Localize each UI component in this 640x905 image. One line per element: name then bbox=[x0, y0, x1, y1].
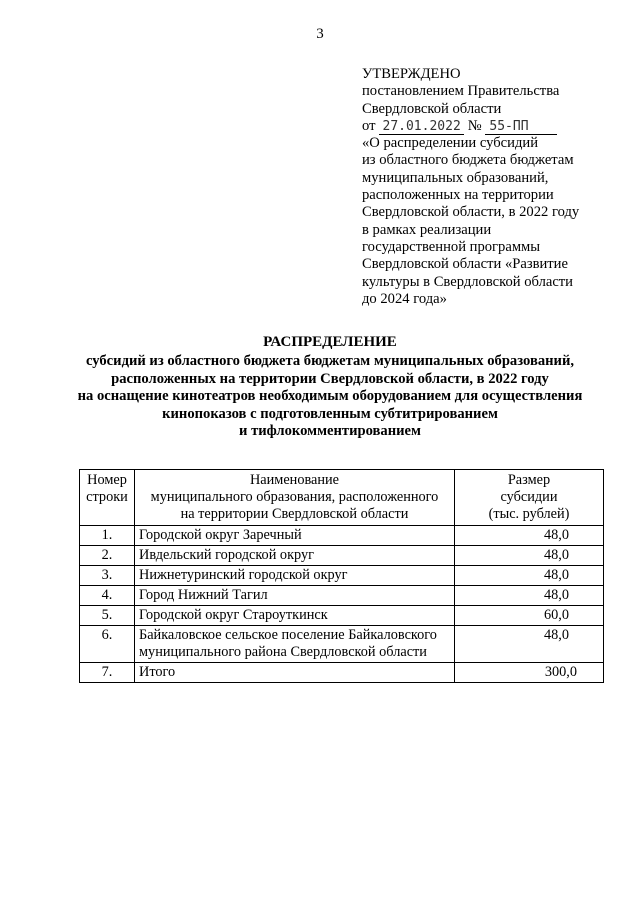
row-amount: 60,0 bbox=[455, 606, 604, 626]
heading-line: расположенных на территории Свердловской области, в 2022 году bbox=[111, 370, 549, 387]
header-text: на территории Свердловской области bbox=[180, 506, 409, 522]
subject-line: в рамках реализации bbox=[362, 221, 492, 238]
total-row-number: 7. bbox=[80, 663, 135, 683]
heading-line: и тифлокомментированием bbox=[239, 423, 421, 439]
row-number: 1. bbox=[80, 526, 135, 546]
subject-line: муниципальных образований, bbox=[362, 169, 549, 186]
table-header-row bbox=[80, 470, 604, 526]
header-text: субсидии bbox=[500, 489, 558, 505]
table-total-row bbox=[80, 663, 604, 683]
header-line-number bbox=[80, 470, 135, 526]
row-number: 6. bbox=[80, 626, 135, 663]
table-row bbox=[80, 546, 604, 566]
subject-line: из областного бюджета бюджетам bbox=[362, 152, 574, 169]
number-prefix: № bbox=[467, 117, 482, 134]
approval-line: Свердловской области bbox=[362, 100, 502, 117]
row-municipality: Байкаловское сельское поселение Байкаловского муниципального района Свердловской области bbox=[135, 626, 455, 663]
subject-line: «О распределении субсидий bbox=[362, 135, 539, 152]
page-number: 3 bbox=[316, 26, 324, 42]
approval-line: УТВЕРЖДЕНО bbox=[362, 66, 461, 82]
document-title: РАСПРЕДЕЛЕНИЕ bbox=[263, 334, 397, 350]
total-label: Итого bbox=[135, 663, 455, 683]
table-row bbox=[80, 626, 604, 663]
header-municipality bbox=[135, 470, 455, 526]
table-row bbox=[80, 586, 604, 606]
subject-line: государственной программы bbox=[362, 238, 541, 255]
header-text: муниципального образования, расположенного bbox=[150, 489, 439, 505]
approval-block bbox=[362, 66, 632, 308]
row-amount: 48,0 bbox=[455, 566, 604, 586]
total-amount: 300,0 bbox=[455, 663, 604, 683]
approval-line: постановлением Правительства bbox=[362, 83, 560, 100]
table-row bbox=[80, 566, 604, 586]
header-text: Наименование bbox=[249, 472, 340, 488]
row-amount: 48,0 bbox=[455, 626, 604, 663]
row-number: 5. bbox=[80, 606, 135, 626]
date-prefix: от bbox=[362, 117, 376, 134]
row-municipality: Городской округ Староуткинск bbox=[135, 606, 455, 626]
row-amount: 48,0 bbox=[455, 546, 604, 566]
table-row bbox=[80, 606, 604, 626]
approval-date-line bbox=[362, 118, 632, 135]
row-number: 4. bbox=[80, 586, 135, 606]
heading-line: кинопоказов с подготовленным субтитрированием bbox=[162, 405, 498, 422]
subject-line: Свердловской области «Развитие bbox=[362, 256, 568, 273]
table-row bbox=[80, 526, 604, 546]
row-amount: 48,0 bbox=[455, 586, 604, 606]
subject-line: до 2024 года» bbox=[362, 290, 447, 307]
handwritten-number: 55-ПП bbox=[485, 120, 557, 135]
subject-line: расположенных на территории bbox=[362, 187, 554, 204]
subject-line: Свердловской области, в 2022 году bbox=[362, 204, 580, 221]
row-municipality: Ивдельский городской округ bbox=[135, 546, 455, 566]
row-number: 3. bbox=[80, 566, 135, 586]
row-amount: 48,0 bbox=[455, 526, 604, 546]
header-text: строки bbox=[86, 489, 128, 505]
row-municipality: Городской округ Заречный bbox=[135, 526, 455, 546]
row-number: 2. bbox=[80, 546, 135, 566]
row-municipality: Город Нижний Тагил bbox=[135, 586, 455, 606]
handwritten-date: 27.01.2022 bbox=[379, 120, 464, 135]
header-text: (тыс. рублей) bbox=[488, 506, 570, 522]
heading-line: субсидий из областного бюджета бюджетам муниципальных образований, bbox=[86, 353, 574, 369]
row-municipality: Нижнетуринский городской округ bbox=[135, 566, 455, 586]
header-subsidy-amount bbox=[455, 470, 604, 526]
heading-line: на оснащение кинотеатров необходимым оборудованием для осуществления bbox=[77, 388, 583, 404]
header-text: Размер bbox=[507, 472, 551, 488]
header-text: Номер bbox=[87, 472, 127, 488]
document-heading bbox=[40, 332, 620, 441]
distribution-table bbox=[79, 469, 604, 683]
subject-line: культуры в Свердловской области bbox=[362, 273, 573, 290]
